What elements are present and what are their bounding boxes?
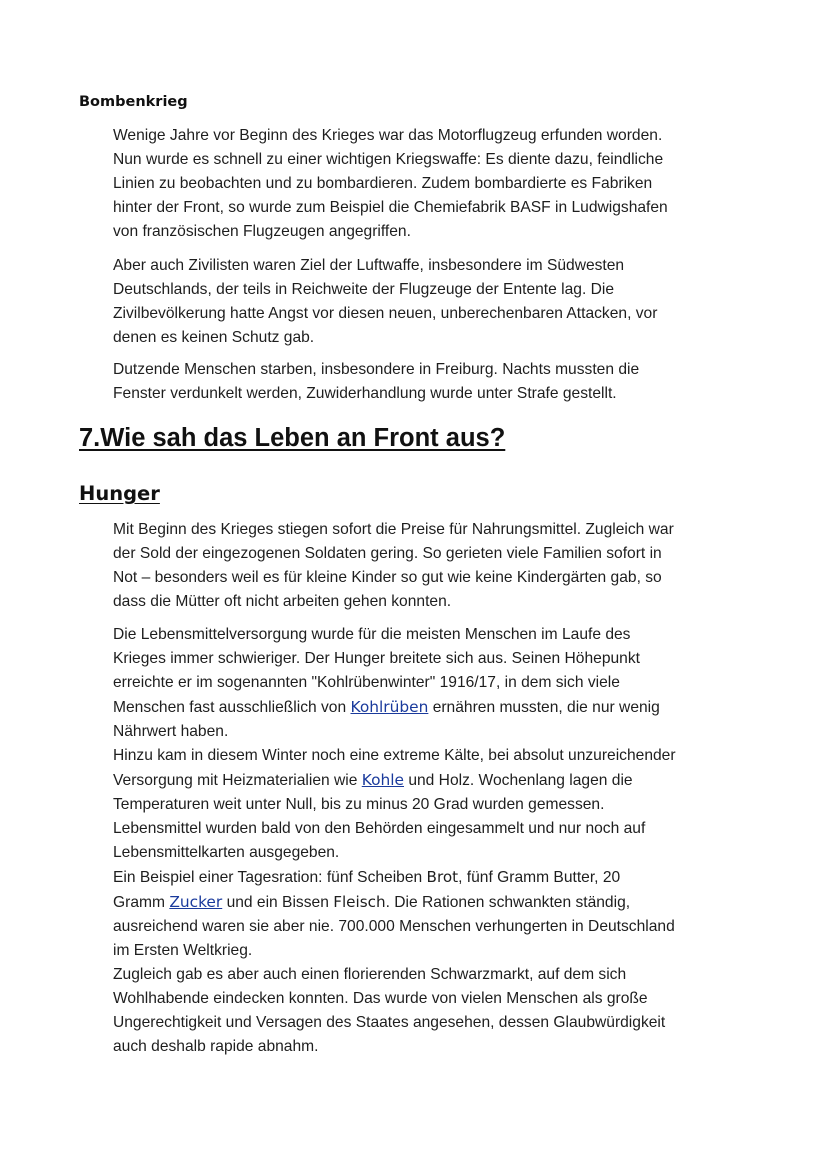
text-segment: und ein Bissen — [222, 894, 334, 911]
text-line: Zugleich gab es aber auch einen florierenden Schwarzmarkt, auf dem sich — [113, 966, 627, 983]
bombing-paragraph-2 — [113, 254, 733, 350]
text-line: Zivilbevölkerung hatte Angst vor diesen neuen, unberechenbaren Attacken, vor — [113, 305, 658, 322]
text-line: ausreichend waren sie aber nie. 700.000 Menschen verhungerten in Deutschland — [113, 918, 675, 935]
text-segment: , fünf Gramm Butter, 20 — [458, 869, 621, 886]
text-line: Wenige Jahre vor Beginn des Krieges war das Motorflugzeug erfunden worden. — [113, 127, 663, 144]
text-line: Krieges immer schwieriger. Der Hunger breitete sich aus. Seinen Höhepunkt — [113, 650, 640, 667]
hunger-paragraph-1 — [113, 518, 733, 614]
text-line — [113, 890, 733, 915]
text-line: Die Lebensmittelversorgung wurde für die meisten Menschen im Laufe des — [113, 626, 631, 643]
text-segment: ernähren mussten, die nur wenig — [428, 699, 660, 716]
link-kohle[interactable]: Kohle — [361, 771, 404, 789]
text-line: Hinzu kam in diesem Winter noch eine extreme Kälte, bei absolut unzureichender — [113, 747, 676, 764]
text-segment: Versorgung mit Heizmaterialien wie — [113, 772, 362, 789]
text-line: Aber auch Zivilisten waren Ziel der Luftwaffe, insbesondere im Südwesten — [113, 257, 625, 274]
bombing-heading: Bombenkrieg — [79, 94, 188, 110]
text-line — [113, 768, 733, 793]
text-line: Dutzende Menschen starben, insbesondere in Freiburg. Nachts mussten die — [113, 361, 640, 378]
text-line: Nährwert haben. — [113, 723, 229, 740]
text-line: hinter der Front, so wurde zum Beispiel die Chemiefabrik BASF in Ludwigshafen — [113, 199, 668, 216]
text-line: von französischen Flugzeugen angegriffen. — [113, 223, 411, 240]
text-line: Lebensmittel wurden bald von den Behörden eingesammelt und nur noch auf — [113, 820, 646, 837]
bombing-paragraph-1 — [113, 124, 733, 244]
text-line: Temperaturen weit unter Null, bis zu minus 20 Grad wurden gemessen. — [113, 796, 605, 813]
brot-term: Brot — [426, 868, 459, 886]
text-line: dass die Mütter oft nicht arbeiten gehen konnten. — [113, 593, 452, 610]
text-line: Fenster verdunkelt werden, Zuwiderhandlung wurde unter Strafe gestellt. — [113, 385, 617, 402]
text-segment: . Die Rationen schwankten ständig, — [385, 894, 631, 911]
text-line — [113, 865, 733, 890]
link-zucker[interactable]: Zucker — [169, 893, 223, 911]
text-line: im Ersten Weltkrieg. — [113, 942, 253, 959]
text-line: auch deshalb rapide abnahm. — [113, 1038, 319, 1055]
text-line: der Sold der eingezogenen Soldaten gering. So gerieten viele Familien sofort in — [113, 545, 662, 562]
bombing-paragraph-3 — [113, 358, 733, 406]
text-line: erreichte er im sogenannten "Kohlrübenwinter" 1916/17, in dem sich viele — [113, 674, 620, 691]
text-segment: Ein Beispiel einer Tagesration: fünf Scheiben — [113, 869, 427, 886]
text-line: Linien zu beobachten und zu bombardieren. Zudem bombardierte es Fabriken — [113, 175, 653, 192]
section-title: 7.Wie sah das Leben an Front aus? — [79, 424, 506, 452]
text-line — [113, 695, 733, 720]
hunger-subtitle: Hunger — [79, 482, 160, 505]
link-kohlrueben[interactable]: Kohlrüben — [350, 698, 429, 716]
text-line: Lebensmittelkarten ausgegeben. — [113, 844, 340, 861]
text-line: Wohlhabende eindecken konnten. Das wurde von vielen Menschen als große — [113, 990, 648, 1007]
text-line: Mit Beginn des Krieges stiegen sofort die Preise für Nahrungsmittel. Zugleich war — [113, 521, 674, 538]
text-line: Ungerechtigkeit und Versagen des Staates angesehen, dessen Glaubwürdigkeit — [113, 1014, 666, 1031]
text-line: Nun wurde es schnell zu einer wichtigen Kriegswaffe: Es diente dazu, feindliche — [113, 151, 664, 168]
fleisch-term: Fleisch — [333, 893, 386, 911]
text-line: denen es keinen Schutz gab. — [113, 329, 315, 346]
text-segment: und Holz. Wochenlang lagen die — [404, 772, 633, 789]
hunger-paragraph-2 — [113, 623, 733, 1059]
text-segment: Gramm — [113, 894, 170, 911]
text-line: Not – besonders weil es für kleine Kinder so gut wie keine Kindergärten gab, so — [113, 569, 662, 586]
text-line: Deutschlands, der teils in Reichweite der Flugzeuge der Entente lag. Die — [113, 281, 615, 298]
text-segment: Menschen fast ausschließlich von — [113, 699, 351, 716]
